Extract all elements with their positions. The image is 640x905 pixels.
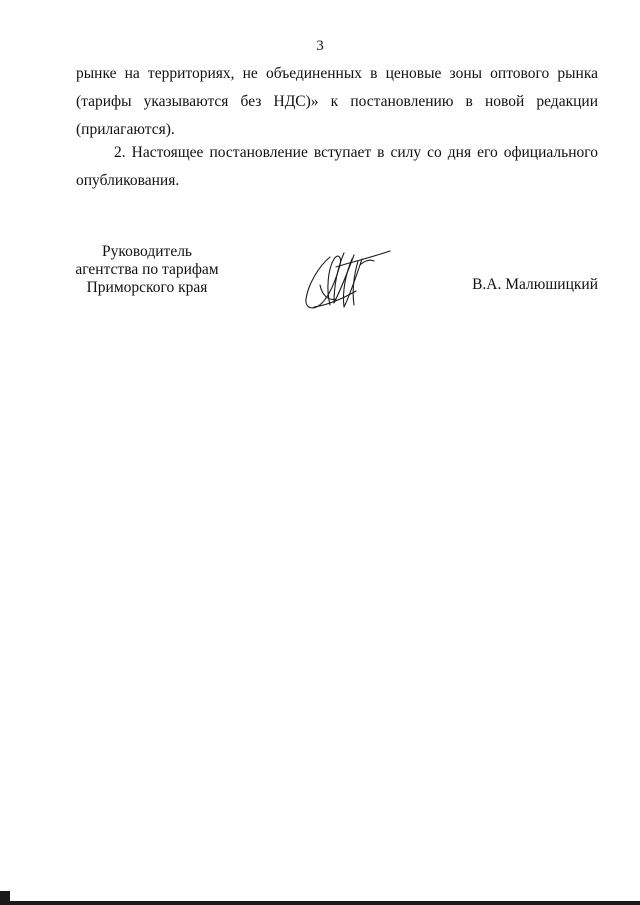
paragraph-line: 2. Настоящее постановление вступает в силу со дня его официального [114, 144, 598, 161]
signatory-title-line: Приморского края [86, 279, 208, 296]
signatory-title-line: Руководитель [101, 243, 193, 260]
paragraph-line: (тарифы указываются без НДС)» к постановлению в новой редакции [76, 93, 598, 110]
paragraph-line: (прилагаются). [76, 121, 175, 138]
signatory-title [72, 243, 222, 297]
signatory-title-line: агентства по тарифам [75, 261, 219, 278]
scan-bottom-edge [0, 901, 640, 905]
paragraph-line: рынке на территориях, не объединенных в ценовые зоны оптового рынка [76, 65, 598, 82]
paragraph-line: опубликования. [76, 172, 180, 189]
paragraph-effective-date [76, 139, 598, 195]
paragraph-continuation [76, 60, 598, 144]
handwritten-signature-icon [300, 245, 396, 313]
page-number: 3 [316, 38, 324, 54]
signatory-name: В.А. Малюшицкий [472, 276, 598, 293]
scan-corner-shadow [0, 891, 10, 905]
